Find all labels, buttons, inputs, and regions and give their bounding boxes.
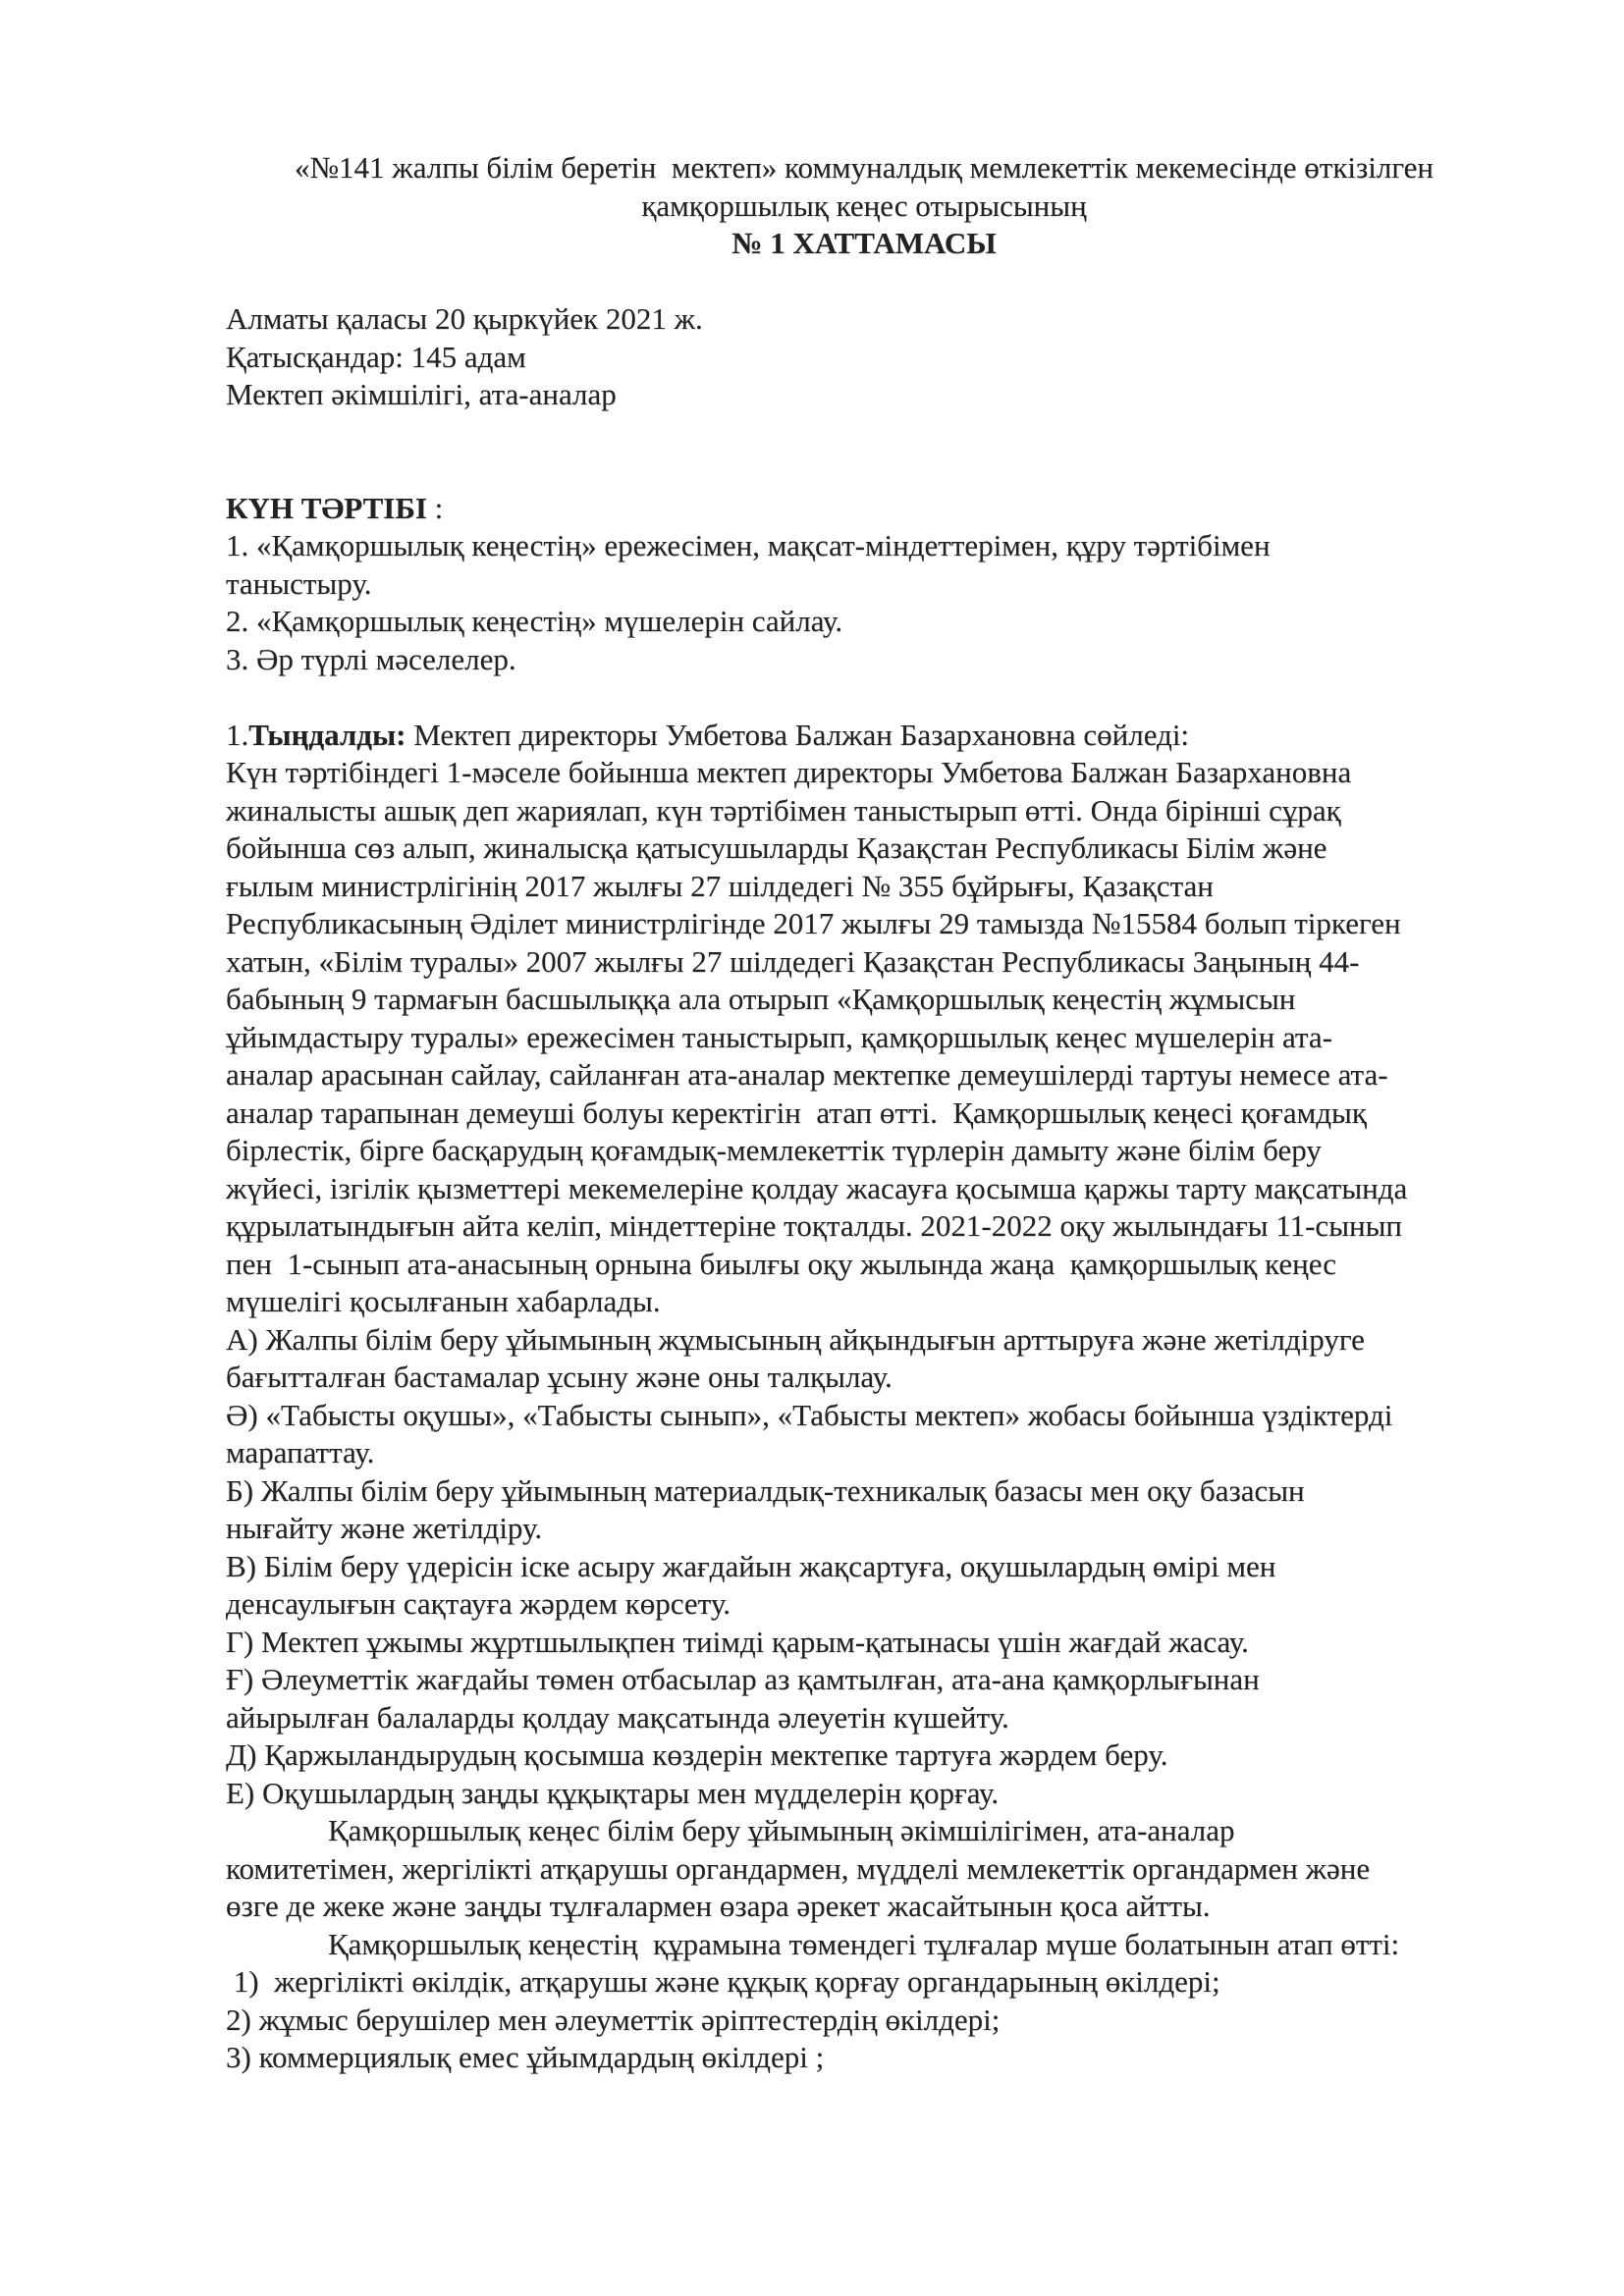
body-line-item-v: В) Білім беру үдерісін іске асыру жағдайын жақсартуға, оқушылардың өмірі мен bbox=[226, 1548, 1276, 1583]
body-line: хатын, «Білім туралы» 2007 жылғы 27 шілдедегі Қазақстан Республикасы Заңының 44- bbox=[226, 943, 1360, 979]
blank-line bbox=[226, 414, 1502, 453]
body-line: бірлестік, бірге басқарудың қоғамдық-мемлекеттік түрлерін дамыту және білім беру bbox=[226, 1133, 1322, 1167]
body-line-item-b: Б) Жалпы білім беру ұйымының материалдық-техникалық базасы мен оқу базасын bbox=[226, 1472, 1305, 1508]
body-line: аналар арасынан сайлау, сайланған ата-аналар мектепке демеушілерді тартуы немесе ата- bbox=[226, 1057, 1388, 1092]
body-paragraph-line: Қамқоршылық кеңес білім беру ұйымының әкімшілігімен, ата-аналар bbox=[328, 1813, 1235, 1847]
body-line: Күн тәртібіндегі 1-мәселе бойынша мектеп директоры Умбетова Балжан Базархановна bbox=[226, 755, 1352, 789]
attendees-line: Мектеп әкімшілігі, ата-аналар bbox=[226, 377, 617, 411]
blank-line bbox=[226, 452, 1502, 490]
agenda-heading-bold: КҮН ТӘРТІБІ bbox=[226, 490, 427, 525]
listened-prefix: 1. bbox=[226, 717, 249, 752]
body-line: ғылым министрлігінің 2017 жылғы 27 шілдедегі № 355 бұйрығы, Қазақстан bbox=[226, 868, 1214, 903]
body-line-item-e: Е) Оқушылардың заңды құқықтары мен мүдделерін қорғау. bbox=[226, 1775, 1000, 1810]
body-line: жиналысты ашық деп жариялап, күн тәртібімен таныстырып өтті. Онда бірінші сұрақ bbox=[226, 792, 1341, 828]
body-line: пен 1-сынып ата-анасының орнына биылғы оқу жылында жаңа қамқоршылық кеңес bbox=[226, 1246, 1336, 1281]
body-line: мүшелігі қосылғанын хабарлады. bbox=[226, 1284, 661, 1318]
agenda-item-1-cont: таныстыру. bbox=[226, 565, 372, 601]
agenda-heading bbox=[226, 490, 1502, 528]
body-line-item-g: Г) Мектеп ұжымы жұртшылықпен тиімді қарым-қатынасы үшін жағдай жасау. bbox=[226, 1624, 1249, 1659]
body-line: комитетімен, жергілікті атқарушы органдармен, мүдделі мемлекеттік органдармен және bbox=[226, 1850, 1371, 1886]
agenda-item-1: 1. «Қамқоршылық кеңестің» ережесімен, мақсат-міндеттерімен, құру тәртібімен bbox=[226, 528, 1271, 562]
body-line: ұйымдастыру туралы» ережесімен таныстырып, қамқоршылық кеңес мүшелерін ата- bbox=[226, 1019, 1332, 1054]
member-list-item-1: 1) жергілікті өкілдік, атқарушы және құқық қорғау органдарының өкілдері; bbox=[226, 1964, 1220, 1999]
title-line-2: қамқоршылық кеңес отырысының bbox=[641, 187, 1087, 223]
body-line: денсаулығын сақтауға жәрдем көрсету. bbox=[226, 1586, 731, 1621]
title-line-1: «№141 жалпы білім беретін мектеп» коммуналдық мемлекеттік мекемесінде өткізілген bbox=[294, 150, 1434, 185]
body-line: құрылатындығын айта келіп, міндеттеріне тоқталды. 2021-2022 оқу жылындағы 11-сынып bbox=[226, 1208, 1403, 1243]
body-line: жүйесі, ізгілік қызметтері мекемелеріне қолдау жасауға қосымша қаржы тарту мақсатында bbox=[226, 1170, 1408, 1205]
body-line: нығайту және жетілдіру. bbox=[226, 1511, 543, 1545]
member-list-item-3: 3) коммерциялық емес ұйымдардың өкілдері ; bbox=[226, 2040, 825, 2074]
body-line: аналар тарапынан демеуші болуы керектігін атап өтті. Қамқоршылық кеңесі қоғамдық bbox=[226, 1095, 1367, 1130]
body-line: бабының 9 тармағын басшылыққа ала отырып «Қамқоршылық кеңестің жұмысын bbox=[226, 982, 1296, 1016]
body-line: бағытталған бастамалар ұсыну және оны талқылау. bbox=[226, 1360, 893, 1394]
listened-bold: Тыңдалды: bbox=[248, 717, 406, 752]
place-date-line: Алматы қаласы 20 қыркүйек 2021 ж. bbox=[226, 301, 703, 336]
document-body bbox=[226, 149, 1502, 2077]
member-list-item-2: 2) жұмыс берушілер мен әлеуметтік әріптестердің өкілдері; bbox=[226, 2002, 1001, 2037]
protocol-number-heading: № 1 ХАТТАМАСЫ bbox=[731, 226, 997, 260]
body-line: Республикасының Әділет министрлігінде 2017 жылғы 29 тамызда №15584 болып тіркеген bbox=[226, 906, 1401, 940]
listened-heading-line bbox=[226, 717, 1502, 755]
body-line-item-gh: Ғ) Әлеуметтік жағдайы төмен отбасылар аз қамтылған, ата-ана қамқорлығынан bbox=[226, 1662, 1260, 1696]
agenda-heading-colon: : bbox=[426, 490, 444, 525]
agenda-item-2: 2. «Қамқоршылық кеңестің» мүшелерін сайлау. bbox=[226, 604, 843, 638]
listened-rest: Мектеп директоры Умбетова Балжан Базархановна сөйледі: bbox=[406, 717, 1190, 752]
blank-line bbox=[226, 263, 1502, 301]
body-line: өзге де жеке және заңды тұлғалармен өзара әрекет жасайтынын қоса айтты. bbox=[226, 1889, 1211, 1923]
body-line: бойынша сөз алып, жиналысқа қатысушыларды Қазақстан Республикасы Білім және bbox=[226, 830, 1327, 865]
body-line: айырылған балаларды қолдау мақсатында әлеуетін күшейту. bbox=[226, 1699, 1009, 1735]
blank-line bbox=[226, 678, 1502, 717]
body-paragraph-line: Қамқоршылық кеңестің құрамына төмендегі тұлғалар мүше болатынын атап өтті: bbox=[328, 1926, 1400, 1961]
participants-line: Қатысқандар: 145 адам bbox=[226, 339, 526, 374]
body-line: марапаттау. bbox=[226, 1435, 375, 1469]
body-line-item-a2: Ә) «Табысты оқушы», «Табысты сынып», «Табысты мектеп» жобасы бойынша үздіктерді bbox=[226, 1397, 1393, 1432]
body-line-item-d: Д) Қаржыландырудың қосымша көздерін мектепке тартуға жәрдем беру. bbox=[226, 1737, 1168, 1772]
body-line-item-a: А) Жалпы білім беру ұйымының жұмысының айқындығын арттыруға және жетілдіруге bbox=[226, 1321, 1365, 1357]
agenda-item-3: 3. Әр түрлі мәселелер. bbox=[226, 641, 516, 676]
